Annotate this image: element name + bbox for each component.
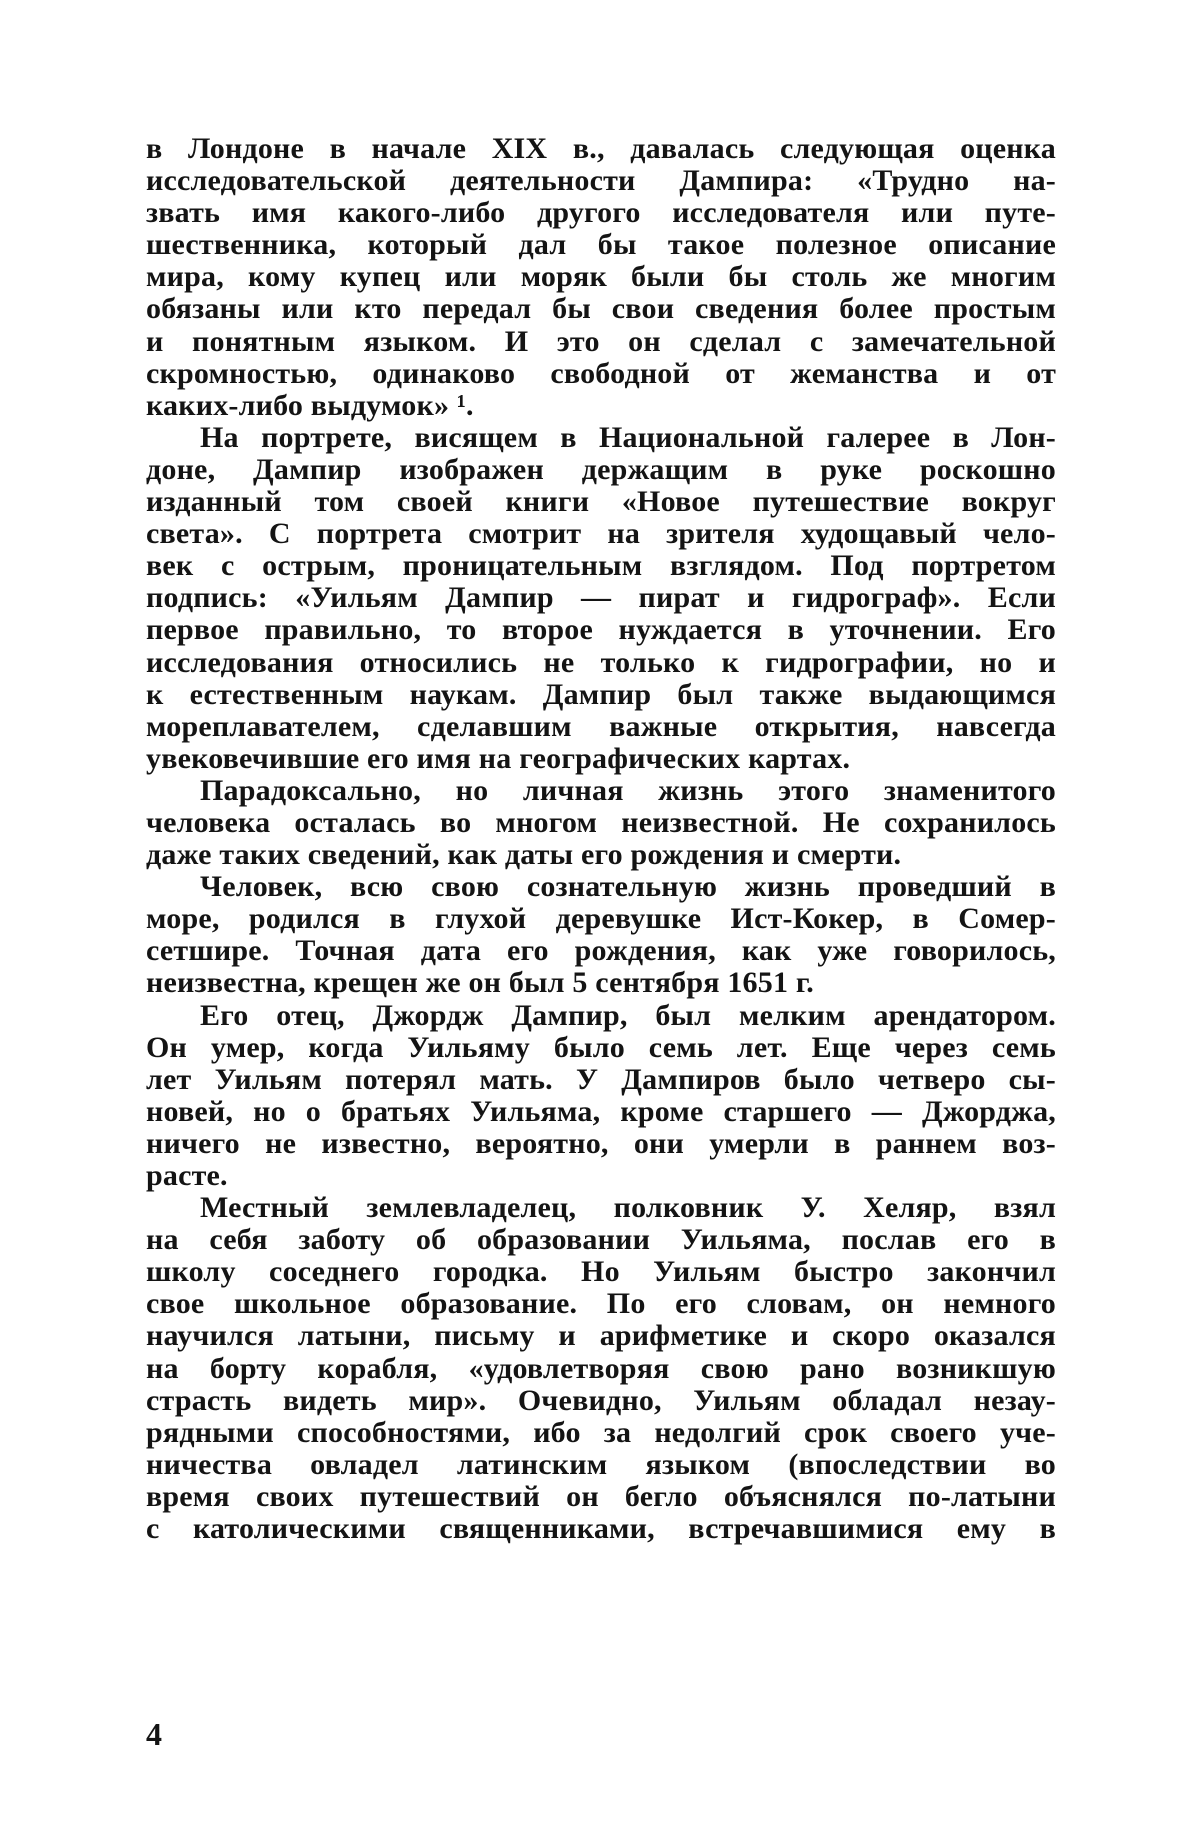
text-line: на борту корабля, «удовлетворяя свою рано возникшую: [146, 1351, 1056, 1385]
text-line: свое школьное образование. По его словам, он немного: [146, 1287, 1056, 1321]
text-line: с католическими священниками, встречавшимися ему в: [146, 1512, 1056, 1546]
text-line: школу соседнего городка. Но Уильям быстро закончил: [146, 1255, 1056, 1289]
text-line: мира, кому купец или моряк были бы столь же многим: [146, 260, 1056, 294]
text-line: рядными способностями, ибо за недолгий срок своего уче-: [146, 1415, 1056, 1449]
text-line: Парадоксально, но личная жизнь этого знаменитого: [200, 773, 1056, 807]
text-line: мореплавателем, сделавшим важные открытия, навсегда: [146, 709, 1056, 743]
text-line: новей, но о братьях Уильяма, кроме старшего — Джорджа,: [146, 1094, 1056, 1128]
text-line: море, родился в глухой деревушке Ист-Кокер, в Сомер-: [146, 902, 1056, 936]
text-line: лет Уильям потерял мать. У Дампиров было четверо сы-: [146, 1062, 1056, 1096]
text-line: света». С портрета смотрит на зрителя худощавый чело-: [146, 517, 1056, 551]
text-line: ничего не известно, вероятно, они умерли в раннем воз-: [146, 1126, 1056, 1160]
text-line: обязаны или кто передал бы свои сведения более простым: [146, 292, 1056, 326]
text-line: первое правильно, то второе нуждается в уточнении. Его: [146, 613, 1056, 647]
text-line: ничества овладел латинским языком (впоследствии во: [146, 1447, 1056, 1481]
text-line: время своих путешествий он бегло объяснялся по-латыни: [146, 1479, 1056, 1513]
text-line: Он умер, когда Уильяму было семь лет. Еще через семь: [146, 1030, 1056, 1064]
text-line: изданный том своей книги «Новое путешествие вокруг: [146, 485, 1056, 519]
text-line: сетшире. Точная дата его рождения, как уже говорилось,: [146, 934, 1056, 968]
text-line: Местный землевладелец, полковник У. Хеляр, взял: [200, 1191, 1056, 1225]
text-line: научился латыни, письму и арифметике и скоро оказался: [146, 1319, 1056, 1353]
text-line: звать имя какого-либо другого исследователя или путе-: [146, 196, 1056, 230]
body-text: [146, 133, 1056, 1545]
text-line: на себя заботу об образовании Уильяма, послав его в: [146, 1223, 1056, 1257]
text-line: Его отец, Джордж Дампир, был мелким арендатором.: [200, 998, 1056, 1032]
text-line: увековечившие его имя на географических картах.: [146, 741, 851, 775]
text-line: расте.: [146, 1159, 228, 1192]
text-line: подпись: «Уильям Дампир — пират и гидрограф». Если: [146, 581, 1056, 615]
text-line: Человек, всю свою сознательную жизнь проведший в: [200, 870, 1056, 904]
text-line: шественника, который дал бы такое полезное описание: [146, 228, 1056, 262]
text-line: век с острым, проницательным взглядом. Под портретом: [146, 549, 1056, 583]
text-line: в Лондоне в начале XIX в., давалась следующая оценка: [146, 132, 1056, 165]
text-line: человека осталась во многом неизвестной. Не сохранилось: [146, 805, 1056, 839]
text-line: каких-либо выдумок» ¹.: [146, 388, 474, 422]
text-line: неизвестна, крещен же он был 5 сентября 1651 г.: [146, 966, 814, 1000]
text-line: страсть видеть мир». Очевидно, Уильям обладал незау-: [146, 1383, 1056, 1417]
page-number: 4: [146, 1716, 162, 1752]
text-line: и понятным языком. И это он сделал с замечательной: [146, 324, 1056, 358]
text-line: скромностью, одинаково свободной от жеманства и от: [146, 356, 1056, 390]
text-line: исследовательской деятельности Дампира: «Трудно на-: [146, 164, 1056, 198]
text-line: исследования относились не только к гидрографии, но и: [146, 645, 1056, 679]
text-line: к естественным наукам. Дампир был также выдающимся: [146, 677, 1056, 711]
text-line: На портрете, висящем в Национальной галерее в Лон-: [200, 420, 1056, 454]
text-line: доне, Дампир изображен держащим в руке роскошно: [146, 452, 1056, 486]
text-line: даже таких сведений, как даты его рождения и смерти.: [146, 838, 902, 872]
